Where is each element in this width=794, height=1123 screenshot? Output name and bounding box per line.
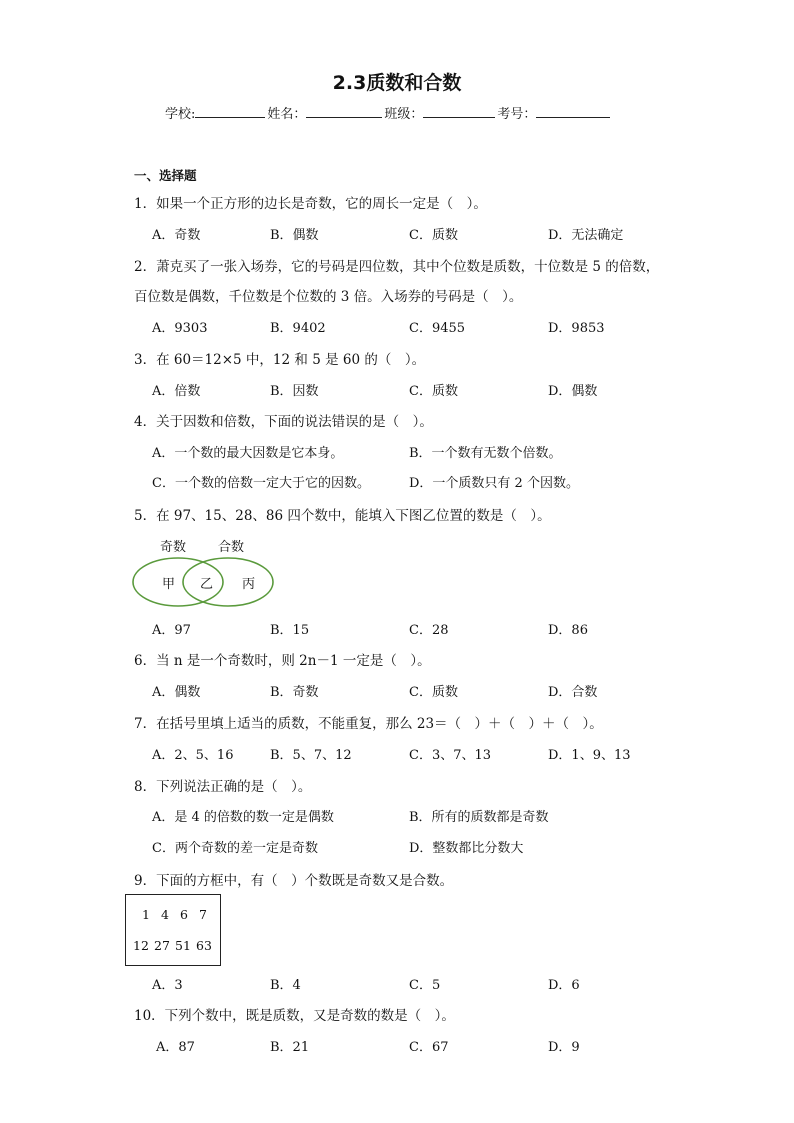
question-10: 10．下列个数中，既是质数，又是奇数的数是（ ）。 [134,1008,455,1024]
venn-diagram [130,536,280,612]
number-cell: 27 [154,938,170,953]
option-c[interactable]: C．两个奇数的差一定是奇数 [152,841,318,856]
option-d[interactable]: D．偶数 [548,384,598,399]
exam-number-label: 考号： [497,107,537,122]
school-blank[interactable] [195,103,265,118]
option-c[interactable]: C．67 [409,1040,449,1055]
question-1: 1．如果一个正方形的边长是奇数，它的周长一定是（ ）。 [134,196,487,212]
question-1-options [152,224,672,242]
class-blank[interactable] [423,103,495,118]
question-6-options [152,681,672,699]
venn-right-circle [183,558,273,606]
option-c[interactable]: C．3、7、13 [409,748,492,763]
venn-region-yi: 乙 [200,577,214,592]
question-4-options-row2 [152,472,672,490]
option-b[interactable]: B．15 [270,623,310,638]
question-2: 2．萧克买了一张入场券，它的号码是四位数，其中个位数是质数，十位数是 5 的倍数， [134,259,660,275]
question-9-options [152,974,672,992]
question-4-options-row1 [152,442,672,460]
option-c[interactable]: C．质数 [409,685,458,700]
option-b[interactable]: B．因数 [270,384,319,399]
number-cell: 51 [175,938,191,953]
question-8: 8．下列说法正确的是（ ）。 [134,779,312,795]
student-info-line [165,103,635,122]
number-cell: 7 [199,907,207,922]
option-d[interactable]: D．整数都比分数大 [409,841,524,856]
option-d[interactable]: D．86 [548,623,588,638]
venn-right-label: 合数 [218,540,245,555]
question-9: 9．下面的方框中，有（ ）个数既是奇数又是合数。 [134,873,454,889]
question-10-options [156,1036,676,1054]
option-a[interactable]: A．偶数 [152,685,201,700]
class-label: 班级： [384,107,424,122]
school-label: 学校: [165,107,196,122]
option-c[interactable]: C．28 [409,623,449,638]
option-a[interactable]: A．87 [156,1040,195,1055]
page-title: 2.3质数和合数 [332,72,462,94]
exam-number-blank[interactable] [536,103,610,118]
option-d[interactable]: D．一个质数只有 2 个因数。 [409,476,579,491]
option-b[interactable]: B．偶数 [270,228,319,243]
option-a[interactable]: A．3 [152,978,183,993]
number-cell: 4 [161,907,169,922]
option-d[interactable]: D．6 [548,978,580,993]
question-2-continued: 百位数是偶数，千位数是个位数的 3 倍。入场券的号码是（ ）。 [134,289,523,305]
option-b[interactable]: B．一个数有无数个倍数。 [409,446,562,461]
name-blank[interactable] [306,103,382,118]
option-c[interactable]: C．质数 [409,384,458,399]
option-b[interactable]: B．4 [270,978,301,993]
venn-left-label: 奇数 [160,540,187,555]
option-a[interactable]: A．2、5、16 [152,748,234,763]
option-a[interactable]: A．倍数 [152,384,201,399]
question-8-options-row2 [152,837,672,855]
venn-region-jia: 甲 [162,577,176,592]
number-box [125,894,221,966]
question-2-options [152,317,672,335]
question-6: 6．当 n 是一个奇数时，则 2n－1 一定是（ ）。 [134,653,431,669]
question-5: 5．在 97、15、28、86 四个数中，能填入下图乙位置的数是（ ）。 [134,508,551,524]
option-d[interactable]: D．9853 [548,321,605,336]
name-label: 姓名： [267,107,307,122]
question-3-options [152,380,672,398]
option-b[interactable]: B．9402 [270,321,326,336]
question-7-options [152,744,672,762]
option-c[interactable]: C．质数 [409,228,458,243]
option-a[interactable]: A．奇数 [152,228,201,243]
number-cell: 6 [180,907,188,922]
option-a[interactable]: A．是 4 的倍数的数一定是偶数 [152,810,334,825]
question-3: 3．在 60＝12×5 中，12 和 5 是 60 的（ ）。 [134,352,426,368]
option-b[interactable]: B．奇数 [270,685,319,700]
option-d[interactable]: D．1、9、13 [548,748,631,763]
venn-region-bing: 丙 [242,577,256,592]
option-b[interactable]: B．所有的质数都是奇数 [409,810,549,825]
number-cell: 63 [196,938,212,953]
question-5-options [152,619,672,637]
option-a[interactable]: A．97 [152,623,191,638]
option-d[interactable]: D．合数 [548,685,598,700]
section-title: 一、选择题 [134,168,197,183]
option-d[interactable]: D．无法确定 [548,228,624,243]
option-c[interactable]: C．一个数的倍数一定大于它的因数。 [152,476,370,491]
option-a[interactable]: A．一个数的最大因数是它本身。 [152,446,344,461]
number-cell: 1 [142,907,150,922]
number-cell: 12 [133,938,149,953]
option-c[interactable]: C．5 [409,978,441,993]
option-a[interactable]: A．9303 [152,321,208,336]
question-4: 4．关于因数和倍数，下面的说法错误的是（ ）。 [134,414,433,430]
option-b[interactable]: B．5、7、12 [270,748,352,763]
question-7: 7．在括号里填上适当的质数，不能重复，那么 23＝（ ）＋（ ）＋（ ）。 [134,716,603,732]
option-d[interactable]: D．9 [548,1040,580,1055]
option-b[interactable]: B．21 [270,1040,310,1055]
question-8-options-row1 [152,806,672,824]
option-c[interactable]: C．9455 [409,321,466,336]
